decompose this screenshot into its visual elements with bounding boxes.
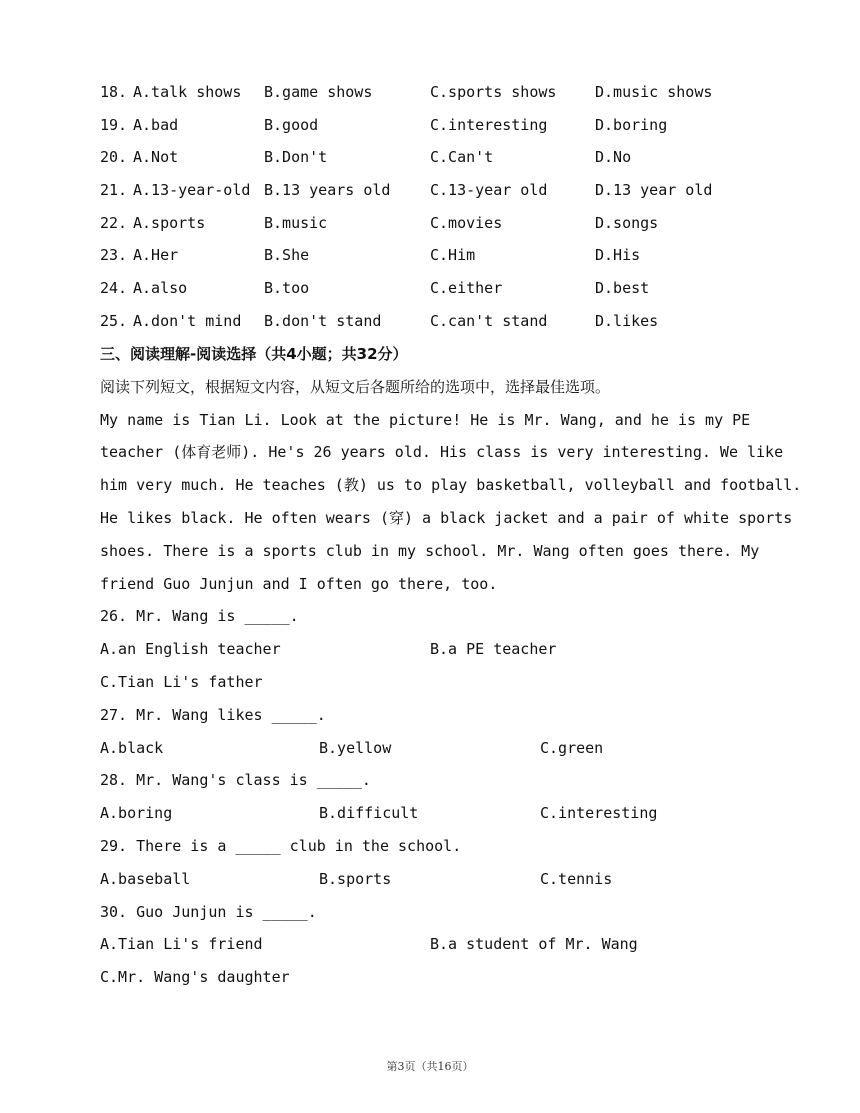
option-d: D.His: [595, 246, 641, 264]
question-29-option-b: B.sports: [319, 870, 392, 888]
section-instruction: 阅读下列短文，根据短文内容，从短文后各题所给的选项中，选择最佳选项。: [100, 378, 611, 396]
option-c: C.movies: [430, 214, 503, 232]
option-b: B.too: [264, 279, 310, 297]
option-b: B.She: [264, 246, 310, 264]
passage-line: friend Guo Junjun and I often go there, too.: [100, 575, 498, 593]
question-number: 18.: [100, 83, 128, 101]
option-a: A.bad: [133, 116, 179, 134]
option-d: D.boring: [595, 116, 668, 134]
question-number: 19.: [100, 116, 128, 134]
question-27-option-c: C.green: [540, 739, 604, 757]
question-26-option-c: C.Tian Li's father: [100, 673, 263, 691]
passage-line: shoes. There is a sports club in my school. Mr. Wang often goes there. My: [100, 542, 760, 560]
option-d: D.likes: [595, 312, 659, 330]
option-a: A.also: [133, 279, 188, 297]
option-b: B.music: [264, 214, 328, 232]
option-b: B.Don't: [264, 148, 328, 166]
question-number: 21.: [100, 181, 128, 199]
option-a: A.talk shows: [133, 83, 242, 101]
option-c: C.interesting: [430, 116, 548, 134]
option-c: C.Him: [430, 246, 476, 264]
question-26-stem: 26. Mr. Wang is _____.: [100, 607, 299, 625]
question-28-option-a: A.boring: [100, 804, 173, 822]
question-number: 23.: [100, 246, 128, 264]
option-d: D.songs: [595, 214, 659, 232]
question-30-option-c: C.Mr. Wang's daughter: [100, 968, 290, 986]
option-d: D.13 year old: [595, 181, 713, 199]
question-28-option-b: B.difficult: [319, 804, 419, 822]
question-28-stem: 28. Mr. Wang's class is _____.: [100, 771, 371, 789]
option-b: B.13 years old: [264, 181, 391, 199]
question-27-option-a: A.black: [100, 739, 164, 757]
option-c: C.Can't: [430, 148, 494, 166]
question-29-option-a: A.baseball: [100, 870, 191, 888]
option-d: D.best: [595, 279, 650, 297]
option-a: A.sports: [133, 214, 206, 232]
question-26-option-a: A.an English teacher: [100, 640, 281, 658]
question-26-option-b: B.a PE teacher: [430, 640, 557, 658]
question-number: 22.: [100, 214, 128, 232]
option-c: C.can't stand: [430, 312, 548, 330]
option-b: B.good: [264, 116, 319, 134]
question-29-stem: 29. There is a _____ club in the school.: [100, 837, 462, 855]
question-30-option-a: A.Tian Li's friend: [100, 935, 263, 953]
question-number: 20.: [100, 148, 128, 166]
question-29-option-c: C.tennis: [540, 870, 613, 888]
question-number: 25.: [100, 312, 128, 330]
passage-line: teacher (体育老师). He's 26 years old. His class is very interesting. We like: [100, 443, 784, 461]
option-d: D.music shows: [595, 83, 713, 101]
option-c: C.either: [430, 279, 503, 297]
page-footer: 第3页（共16页）: [386, 1060, 474, 1073]
option-b: B.don't stand: [264, 312, 382, 330]
option-a: A.13-year-old: [133, 181, 251, 199]
passage-line: him very much. He teaches (教) us to play basketball, volleyball and football.: [100, 476, 802, 494]
passage-line: He likes black. He often wears (穿) a black jacket and a pair of white sports: [100, 509, 793, 527]
passage-line: My name is Tian Li. Look at the picture! He is Mr. Wang, and he is my PE: [100, 411, 751, 429]
question-number: 24.: [100, 279, 128, 297]
option-a: A.Not: [133, 148, 179, 166]
section-heading: 三、阅读理解-阅读选择（共4小题；共32分）: [100, 345, 408, 363]
option-d: D.No: [595, 148, 632, 166]
question-30-option-b: B.a student of Mr. Wang: [430, 935, 638, 953]
option-a: A.don't mind: [133, 312, 242, 330]
option-a: A.Her: [133, 246, 179, 264]
option-c: C.13-year old: [430, 181, 548, 199]
question-30-stem: 30. Guo Junjun is _____.: [100, 903, 317, 921]
question-28-option-c: C.interesting: [540, 804, 658, 822]
question-27-option-b: B.yellow: [319, 739, 392, 757]
option-b: B.game shows: [264, 83, 373, 101]
option-c: C.sports shows: [430, 83, 557, 101]
question-27-stem: 27. Mr. Wang likes _____.: [100, 706, 326, 724]
